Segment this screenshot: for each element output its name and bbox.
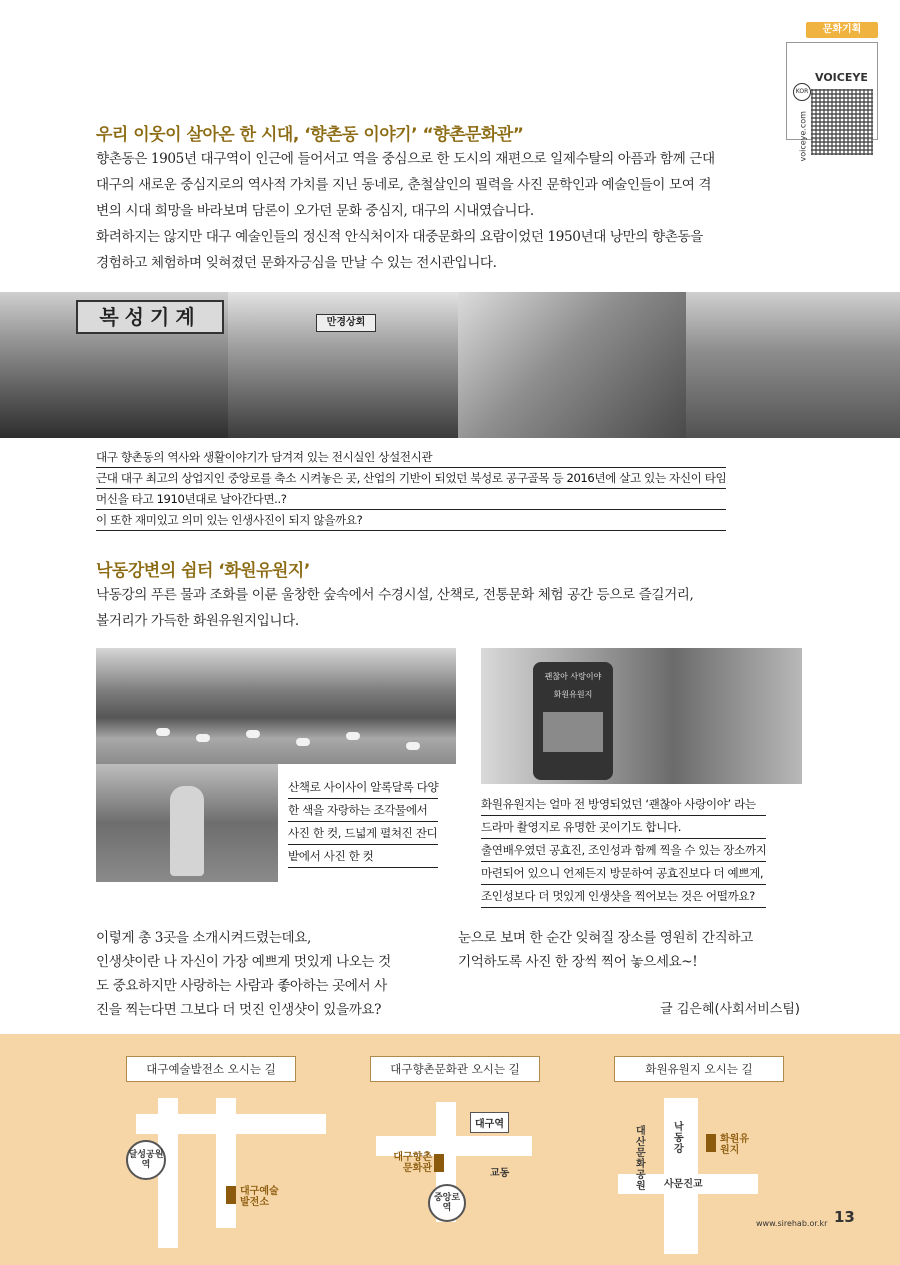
caption-line: 머신을 타고 1910년대로 날아간다면..? — [96, 489, 726, 510]
voiceye-url: voiceye.com — [798, 111, 808, 162]
voiceye-badge — [786, 22, 878, 162]
sheep-sculpture — [156, 728, 170, 736]
closing-left — [96, 926, 391, 1022]
caption-line: 산책로 사이사이 알록달록 다양 — [288, 776, 438, 799]
caption-line: 조인성보다 더 멋있게 인생샷을 찍어보는 것은 어떨까요? — [481, 885, 766, 908]
closing-right — [458, 926, 753, 974]
photo-giraffe-sculpture — [96, 764, 278, 882]
map3-title: 화원유원지 오시는 길 — [614, 1056, 784, 1082]
kor-mark: KOR — [793, 83, 811, 101]
directions-panel — [0, 1034, 900, 1265]
map2-station-box: 대구역 — [470, 1112, 509, 1133]
map2-marker — [434, 1154, 444, 1172]
caption-line: 드라마 촬영지로 유명한 곳이기도 합니다. — [481, 816, 766, 839]
voiceye-code-pattern — [811, 89, 873, 155]
body-line: 인생샷이란 나 자신이 가장 예쁘게 멋있게 나오는 것 — [96, 954, 391, 970]
body-line: 대구의 새로운 중심지로의 역사적 가치를 지닌 동네로, 춘철살인의 필력을 사진 문학인과 예술인들이 모여 격 — [96, 177, 712, 193]
map1-title: 대구예술발전소 오시는 길 — [126, 1056, 296, 1082]
map3-marker — [706, 1134, 716, 1152]
giraffe-sculpture — [170, 786, 204, 876]
body-line: 화려하지는 않지만 대구 예술인들의 정신적 안식처이자 대중문화의 요람이었던 1950년대 낭만의 향촌동을 — [96, 229, 703, 245]
map3-dest: 화원유원지 — [720, 1134, 749, 1156]
map1-station: 달성공원역 — [126, 1140, 166, 1180]
caption-line: 마련되어 있으니 언제든지 방문하여 공효진보다 더 예쁘게, — [481, 862, 766, 885]
caption-line: 대구 향촌동의 역사와 생활이야기가 담겨져 있는 전시실인 상설전시관 — [96, 447, 726, 468]
page-number: 13 — [834, 1208, 855, 1226]
map2-title: 대구향촌문화관 오시는 길 — [370, 1056, 540, 1082]
shop-sign: 복성기계 — [76, 300, 224, 334]
map1-marker — [226, 1186, 236, 1204]
category-tag: 문화기획 — [806, 22, 878, 38]
park-caption — [288, 776, 438, 868]
caption-line: 사진 한 컷, 드넓게 펼쳐진 잔디 — [288, 822, 438, 845]
sheep-sculpture — [296, 738, 310, 746]
body-line: 변의 시대 희망을 바라보며 담론이 오가던 문화 중심지, 대구의 시내였습니다. — [96, 203, 534, 219]
strip-caption — [96, 447, 726, 531]
sheep-sculpture — [346, 732, 360, 740]
photo-park-lawn — [96, 648, 456, 764]
section1-body — [96, 146, 715, 276]
caption-line: 근대 대구 최고의 상업지인 중앙로를 축소 시켜놓은 곳, 산업의 기반이 되었던 북성로 공구골목 등 2016년에 살고 있는 자신이 타임 — [96, 468, 726, 489]
voiceye-code-box — [786, 42, 878, 162]
map3-place: 대산문화공원 — [636, 1126, 646, 1192]
hyangchon-photo-strip — [0, 292, 900, 438]
author: 글 김은혜(사회서비스팀) — [660, 1002, 800, 1017]
body-line: 기억하도록 사진 한 장씩 찍어 놓으세요~! — [458, 954, 698, 970]
body-line: 향촌동은 1905년 대구역이 인근에 들어서고 역을 중심으로 한 도시의 재편으로 일제수탈의 아픔과 함께 근대 — [96, 151, 715, 167]
voiceye-brand: VOICEYE — [815, 71, 868, 84]
sheep-sculpture — [406, 742, 420, 750]
board-photo — [543, 712, 603, 752]
map3-junction: 사문진교 — [664, 1179, 703, 1190]
photo-shopfront — [0, 292, 228, 438]
store-sign: 만경상회 — [316, 314, 376, 332]
section1-title: 우리 이웃이 살아온 한 시대, ‘향촌동 이야기’ “향촌문화관” — [96, 125, 524, 145]
body-line: 볼거리가 가득한 화원유원지입니다. — [96, 613, 299, 629]
body-line: 눈으로 보며 한 순간 잊혀질 장소를 영원히 간직하고 — [458, 930, 753, 946]
photo-mural-figures — [458, 292, 686, 438]
section2-title: 낙동강변의 쉼터 ‘화원유원지’ — [96, 561, 310, 581]
caption-line: 화원유원지는 얼마 전 방영되었던 ‘괜찮아 사랑이야’ 라는 — [481, 793, 766, 816]
board-label: 화원유원지 — [553, 690, 593, 699]
map1-dest: 대구예술발전소 — [240, 1186, 279, 1208]
board-title: 괜찮아 사랑이야 — [544, 672, 602, 681]
caption-line: 이 또한 재미있고 의미 있는 인생사진이 되지 않을까요? — [96, 510, 726, 531]
caption-line: 출연배우였던 공효진, 조인성과 함께 찍을 수 있는 장소까지 — [481, 839, 766, 862]
map2-road-label: 교동 — [490, 1168, 510, 1179]
body-line: 낙동강의 푸른 물과 조화를 이룬 울창한 숲속에서 수경시설, 산책로, 전통문화 체험 공간 등으로 즐길거리, — [96, 587, 694, 603]
map3-river-label: 낙동강 — [674, 1122, 684, 1155]
caption-line: 밭에서 사진 한 컷 — [288, 845, 438, 868]
map1-road-v2 — [216, 1098, 236, 1228]
body-line: 경험하고 체험하며 잊혀졌던 문화자긍심을 만날 수 있는 전시관입니다. — [96, 255, 497, 271]
sheep-sculpture — [196, 734, 210, 742]
body-line: 도 중요하지만 사랑하는 사람과 좋아하는 곳에서 사 — [96, 978, 387, 994]
section2-body — [96, 582, 693, 634]
map2-station: 중앙로역 — [428, 1184, 466, 1222]
photo-street-diorama — [686, 292, 900, 438]
body-line: 진을 찍는다면 그보다 더 멋진 인생샷이 있을까요? — [96, 1002, 382, 1018]
photo-drama-signboard — [481, 648, 802, 784]
photo-store-interior — [228, 292, 458, 438]
drama-signboard — [533, 662, 613, 780]
footer-url[interactable]: www.sirehab.or.kr — [756, 1219, 828, 1228]
caption-line: 한 색을 자랑하는 조각물에서 — [288, 799, 438, 822]
map2-dest: 대구향촌문화관 — [393, 1152, 432, 1174]
drama-caption — [481, 793, 766, 908]
body-line: 이렇게 총 3곳을 소개시켜드렸는데요, — [96, 930, 311, 946]
sheep-sculpture — [246, 730, 260, 738]
